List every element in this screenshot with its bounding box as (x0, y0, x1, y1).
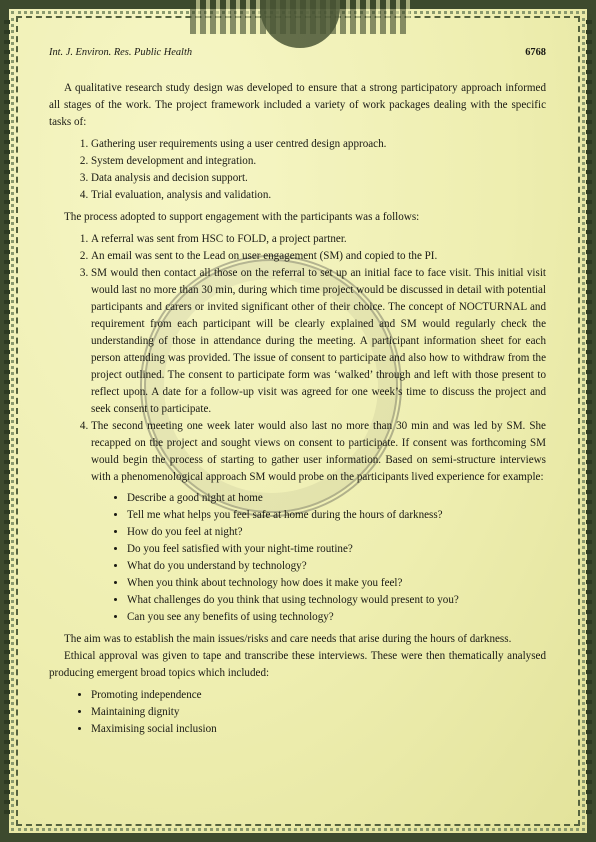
interview-questions (91, 490, 546, 626)
list-item: • Describe a good night at home (127, 490, 546, 507)
list-item: • How do you feel at night? (127, 524, 546, 541)
list-item: 1. A referral was sent from HSC to FOLD, a project partner. (91, 231, 546, 248)
journal-title: Int. J. Environ. Res. Public Health (49, 47, 193, 58)
process-intro: The process adopted to support engagement with the participants was a follows: (64, 211, 420, 223)
list-item: 2. An email was sent to the Lead on user engagement (SM) and copied to the PI. (91, 248, 546, 265)
page-number: 6768 (525, 47, 546, 58)
process-step-text: The second meeting one week later would also last no more than 30 min and was led by SM. She recapped on the project and sought views on consent to participate. If consent was forthcoming SM would begin the process of starting to gather user information. Based on semi-structure interviews with a phenomenological approach SM would probe on the participants lived experience for example: (91, 420, 546, 483)
left-ornament (4, 20, 10, 820)
aim-paragraph: The aim was to establish the main issues/risks and care needs that arise during the hours of darkness. (64, 633, 512, 645)
process-list (49, 231, 546, 626)
list-item: • What do you understand by technology? (127, 558, 546, 575)
document-body (49, 44, 546, 738)
list-item: • Promoting independence (91, 687, 546, 704)
list-item: • Do you feel satisfied with your night-time routine? (127, 541, 546, 558)
list-item: 2. System development and integration. (91, 153, 546, 170)
list-item: • Maintaining dignity (91, 704, 546, 721)
list-item: 3. Data analysis and decision support. (91, 170, 546, 187)
list-item: • Maximising social inclusion (91, 721, 546, 738)
intro-paragraph: A qualitative research study design was developed to ensure that a strong participatory approach informed all stages of the work. The project framework included a variety of work packages dealing with the specific tasks of: (49, 82, 546, 128)
list-item: 1. Gathering user requirements using a user centred design approach. (91, 136, 546, 153)
running-header (49, 44, 546, 61)
ethics-paragraph: Ethical approval was given to tape and transcribe these interviews. These were then thematically analysed producing emergent broad topics which included: (49, 650, 546, 679)
tasks-list (49, 136, 546, 204)
list-item (91, 418, 546, 626)
list-item: 3. SM would then contact all those on the referral to set up an initial face to face visit. This initial visit would last no more than 30 min, during which time project would be discussed in detail with potential participants and carers or invited significant other of their choice. The concept of NOCTURNAL and requirement from each participant will be clearly explained and SM would regularly check the understanding of those in attendance during the meeting. A participant information sheet for each person attending was provided. The issue of consent to participate and also how to withdraw from the project outlined. The consent to participate form was ‘walked’ through and left with those present to reflect upon. A date for a follow-up visit was agreed for one week’s time to discuss the project and seek consent to participate. (91, 265, 546, 418)
right-ornament (586, 20, 592, 820)
topics-list (49, 687, 546, 738)
list-item: • Can you see any benefits of using technology? (127, 609, 546, 626)
list-item: 4. Trial evaluation, analysis and validation. (91, 187, 546, 204)
list-item: • What challenges do you think that using technology would present to you? (127, 592, 546, 609)
list-item: • When you think about technology how does it make you feel? (127, 575, 546, 592)
list-item: • Tell me what helps you feel safe at home during the hours of darkness? (127, 507, 546, 524)
